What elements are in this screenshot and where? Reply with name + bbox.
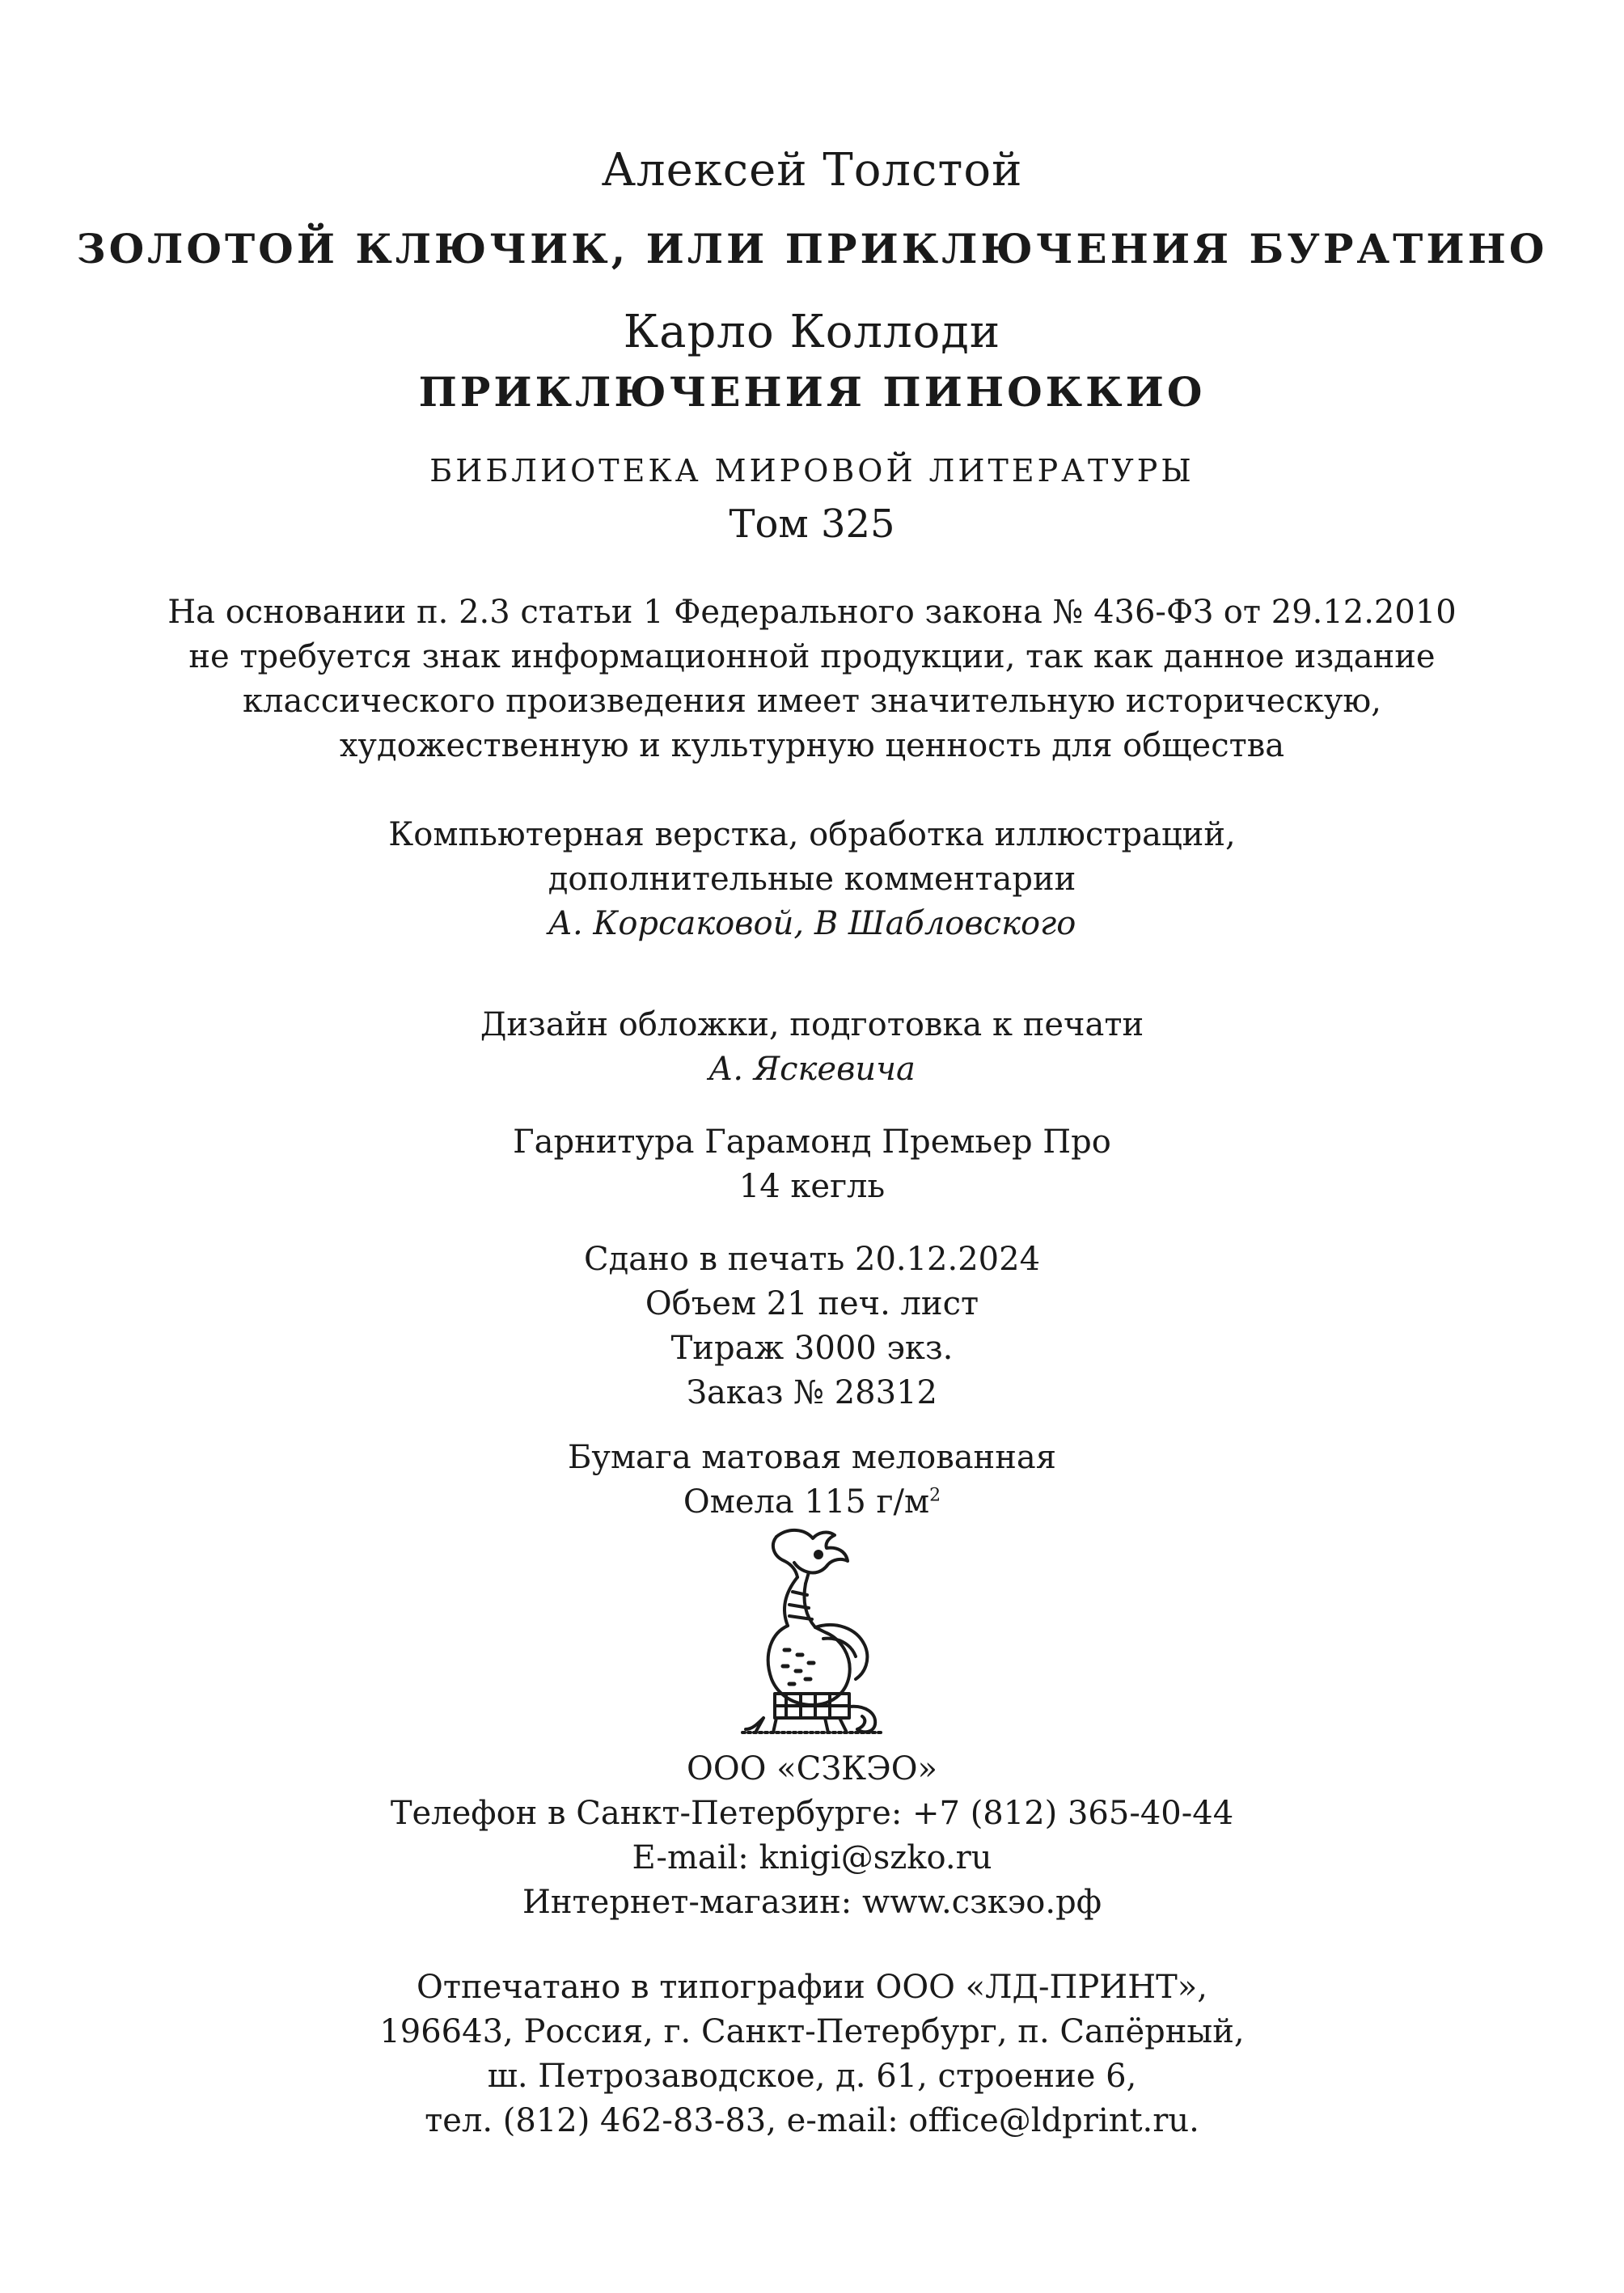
series-name: БИБЛИОТЕКА МИРОВОЙ ЛИТЕРАТУРЫ <box>429 453 1195 489</box>
legal-note-line: классического произведения имеет значительную историческую, <box>243 683 1381 720</box>
paper-type: Бумага матовая мелованная <box>568 1439 1056 1476</box>
author-collodi: Карло Коллоди <box>623 306 1001 358</box>
printer-line: тел. (812) 462-83-83, e-mail: office@ldprint.ru. <box>425 2102 1199 2139</box>
font-size-line: 14 кегль <box>738 1168 886 1205</box>
print-info-line: Заказ № 28312 <box>687 1374 937 1411</box>
legal-note <box>0 590 1624 768</box>
layout-credits <box>0 813 1624 946</box>
layout-credits-line: дополнительные комментарии <box>548 861 1076 898</box>
printer-line: Отпечатано в типографии ООО «ЛД-ПРИНТ», <box>417 1969 1207 2006</box>
layout-credits-line: Компьютерная верстка, обработка иллюстраций, <box>388 816 1236 853</box>
publisher-shop: Интернет-магазин: www.сзкэо.рф <box>522 1884 1102 1921</box>
design-credits-line: Дизайн обложки, подготовка к печати <box>480 1006 1144 1043</box>
paper-weight-text: Омела 115 г/м <box>683 1483 930 1521</box>
paper-weight-sup: 2 <box>929 1485 941 1506</box>
volume-number: Том 325 <box>729 501 895 547</box>
publisher-info <box>0 1747 1624 1925</box>
print-info-line: Сдано в печать 20.12.2024 <box>583 1241 1041 1278</box>
legal-note-line: не требуется знак информационной продукции, так как данное издание <box>188 638 1436 675</box>
paper-info <box>0 1436 1624 1525</box>
legal-note-line: художественную и культурную ценность для общества <box>339 727 1285 764</box>
typeface-line: Гарнитура Гарамонд Премьер Про <box>513 1123 1111 1161</box>
paper-weight <box>0 1480 1624 1525</box>
print-info <box>0 1237 1624 1415</box>
print-info-line: Тираж 3000 экз. <box>670 1330 954 1367</box>
publisher-name: ООО «СЗКЭО» <box>687 1750 937 1787</box>
printer-line: 196643, Россия, г. Санкт-Петербург, п. Сапёрный, <box>379 2013 1245 2050</box>
printer-info <box>0 1965 1624 2143</box>
design-credits-name: А. Яскевича <box>708 1051 916 1088</box>
print-info-line: Объем 21 печ. лист <box>645 1285 979 1322</box>
publisher-email: E-mail: knigi@szko.ru <box>632 1839 992 1876</box>
title-golden-key: ЗОЛОТОЙ КЛЮЧИК, ИЛИ ПРИКЛЮЧЕНИЯ БУРАТИНО <box>76 225 1548 273</box>
legal-note-line: На основании п. 2.3 статьи 1 Федерального закона № 436-ФЗ от 29.12.2010 <box>167 594 1457 631</box>
griffin-publisher-mark-icon <box>728 1521 898 1739</box>
typeface-info <box>0 1120 1624 1209</box>
author-tolstoy: Алексей Толстой <box>601 144 1023 197</box>
layout-credits-names: А. Корсаковой, В Шабловского <box>548 905 1076 942</box>
design-credits <box>0 1003 1624 1092</box>
printer-line: ш. Петрозаводское, д. 61, строение 6, <box>487 2058 1137 2095</box>
title-pinocchio: ПРИКЛЮЧЕНИЯ ПИНОККИО <box>418 368 1206 416</box>
publisher-phone: Телефон в Санкт-Петербурге: +7 (812) 365-40-44 <box>390 1795 1234 1832</box>
